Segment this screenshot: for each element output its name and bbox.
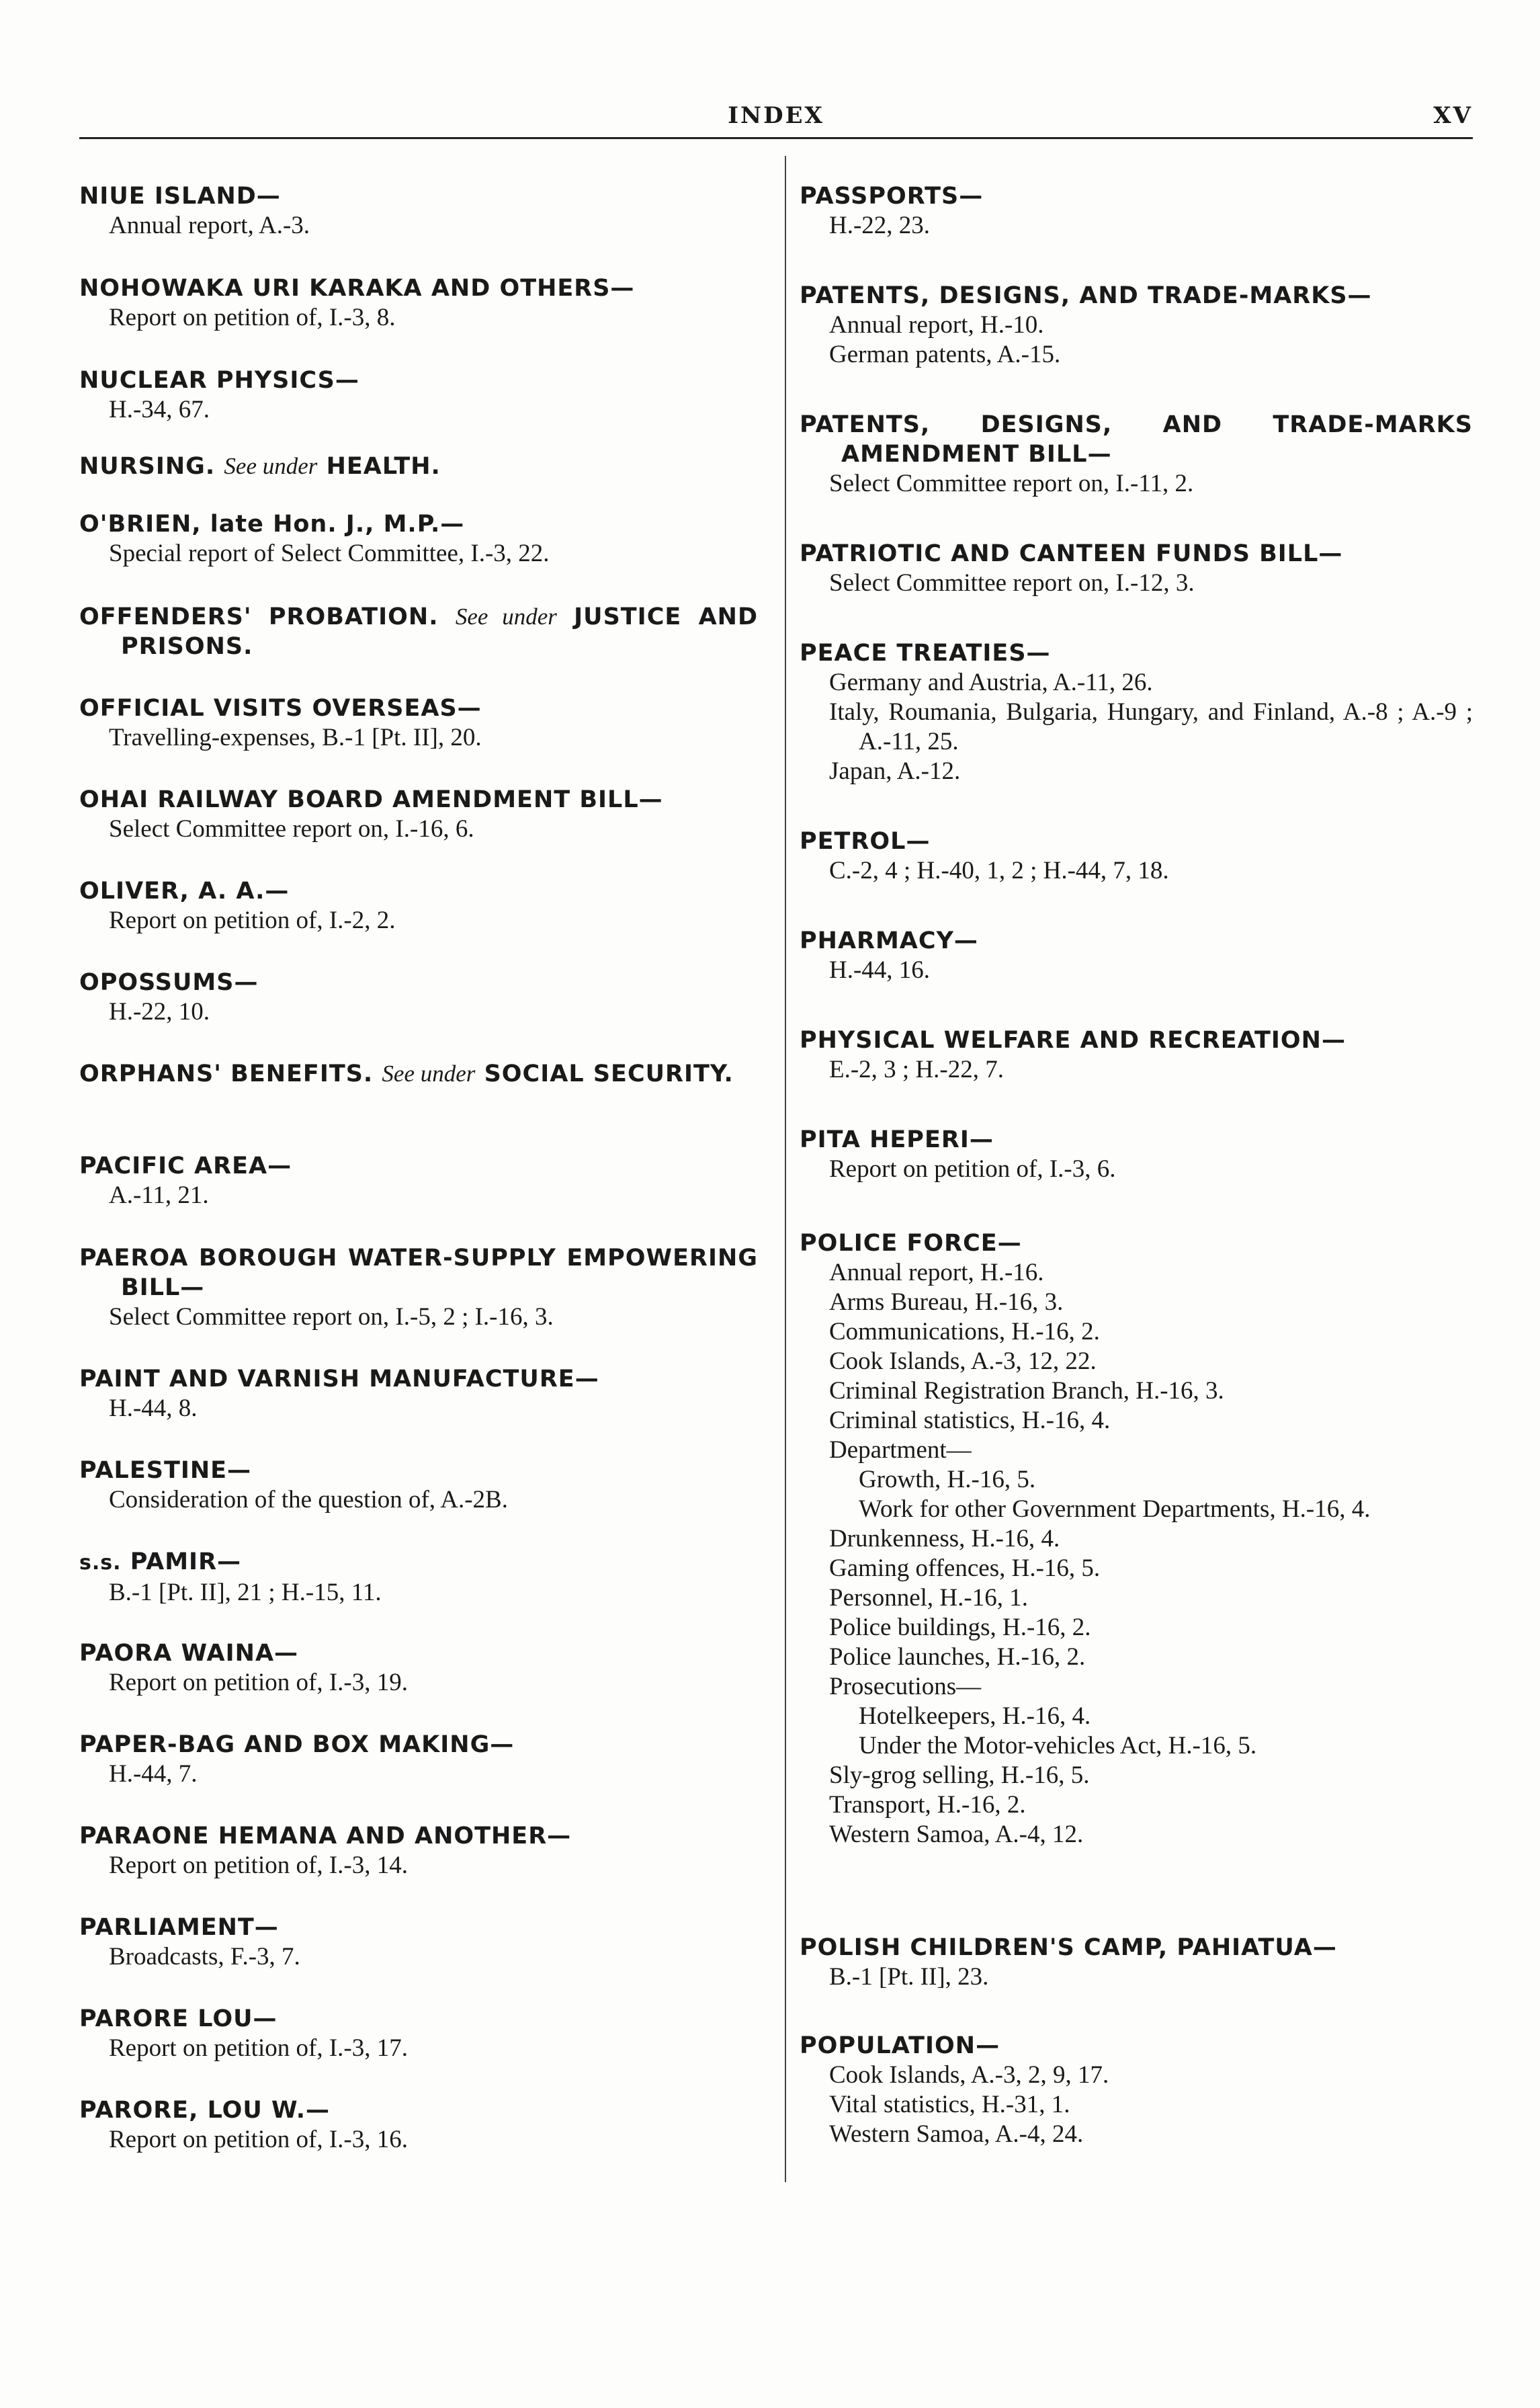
entry-reference: Cook Islands, A.-3, 2, 9, 17. bbox=[829, 2061, 1109, 2089]
index-entry bbox=[800, 539, 1473, 598]
index-entry bbox=[79, 1638, 758, 1698]
entry-reference: Annual report, H.-16. bbox=[829, 1259, 1044, 1286]
entry-reference: Report on petition of, I.-3, 19. bbox=[109, 1669, 408, 1696]
entry-reference: B.-1 [Pt. II], 23. bbox=[829, 1963, 989, 1991]
entry-reference: Annual report, A.-3. bbox=[109, 212, 310, 239]
entry-heading: PAORA WAINA— bbox=[79, 1640, 299, 1667]
index-entry bbox=[79, 2004, 758, 2063]
header-rule bbox=[79, 137, 1473, 139]
index-entry bbox=[800, 181, 1473, 241]
index-entry bbox=[79, 1547, 758, 1608]
entry-heading: PARORE LOU— bbox=[79, 2005, 277, 2032]
running-header bbox=[79, 102, 1473, 134]
entry-reference: Report on petition of, I.-3, 17. bbox=[109, 2034, 408, 2062]
entry-reference: Western Samoa, A.-4, 12. bbox=[829, 1821, 1084, 1848]
heading-text: PAMIR— bbox=[130, 1548, 242, 1575]
entry-heading: PHARMACY— bbox=[800, 927, 978, 954]
heading-text: NURSING. bbox=[79, 453, 216, 480]
entry-reference: B.-1 [Pt. II], 21 ; H.-15, 11. bbox=[109, 1579, 382, 1606]
entry-reference: Criminal Registration Branch, H.-16, 3. bbox=[829, 1377, 1224, 1405]
entry-heading: PASSPORTS— bbox=[800, 183, 984, 210]
entry-heading: PATRIOTIC AND CANTEEN FUNDS BILL— bbox=[800, 540, 1343, 567]
entry-reference: Western Samoa, A.-4, 24. bbox=[829, 2120, 1084, 2148]
index-entry bbox=[800, 827, 1473, 886]
entry-reference: H.-44, 7. bbox=[109, 1760, 198, 1788]
entry-heading: PHYSICAL WELFARE AND RECREATION— bbox=[800, 1027, 1346, 1054]
entry-reference: Cook Islands, A.-3, 12, 22. bbox=[829, 1347, 1097, 1375]
entry-reference: Germany and Austria, A.-11, 26. bbox=[829, 669, 1153, 696]
entry-reference: Report on petition of, I.-3, 16. bbox=[109, 2126, 408, 2153]
page-number: XV bbox=[1433, 102, 1473, 129]
entry-heading: POPULATION— bbox=[800, 2032, 1000, 2059]
index-entry bbox=[800, 2031, 1473, 2149]
entry-reference: Consideration of the question of, A.-2B. bbox=[109, 1486, 508, 1513]
see-under: See under bbox=[224, 453, 318, 479]
entry-reference: Police buildings, H.-16, 2. bbox=[829, 1614, 1091, 1641]
entry-reference: Report on petition of, I.-3, 8. bbox=[109, 304, 396, 331]
page-title: INDEX bbox=[728, 102, 824, 129]
index-entry bbox=[79, 1364, 758, 1423]
entry-reference: Under the Motor-vehicles Act, H.-16, 5. bbox=[859, 1732, 1257, 1759]
entry-reference: H.-22, 10. bbox=[109, 998, 210, 1026]
index-entry bbox=[800, 1026, 1473, 1085]
index-entry bbox=[800, 1229, 1473, 1850]
entry-heading bbox=[79, 602, 758, 661]
index-entry bbox=[79, 1913, 758, 1972]
entry-reference: Travelling-expenses, B.-1 [Pt. II], 20. bbox=[109, 724, 482, 751]
entry-reference: Japan, A.-12. bbox=[829, 757, 961, 785]
entry-reference: Communications, H.-16, 2. bbox=[829, 1318, 1100, 1345]
index-entry bbox=[800, 638, 1473, 786]
entry-heading: PATENTS, DESIGNS, AND TRADE-MARKS— bbox=[800, 282, 1372, 309]
entry-heading: PEACE TREATIES— bbox=[800, 640, 1051, 667]
entry-heading: OPOSSUMS— bbox=[79, 969, 259, 996]
entry-heading bbox=[79, 1059, 758, 1089]
entry-reference: E.-2, 3 ; H.-22, 7. bbox=[829, 1056, 1004, 1083]
index-entry bbox=[79, 2095, 758, 2155]
entry-reference: Arms Bureau, H.-16, 3. bbox=[829, 1288, 1064, 1316]
entry-reference: Special report of Select Committee, I.-3, 22. bbox=[109, 540, 550, 567]
entry-reference: Select Committee report on, I.-5, 2 ; I.-16, 3. bbox=[109, 1303, 554, 1331]
entry-reference: Annual report, H.-10. bbox=[829, 311, 1044, 339]
entry-reference: Report on petition of, I.-3, 14. bbox=[109, 1852, 408, 1879]
index-entry bbox=[79, 509, 758, 569]
entry-reference: Gaming offences, H.-16, 5. bbox=[829, 1554, 1101, 1582]
entry-heading: POLISH CHILDREN'S CAMP, PAHIATUA— bbox=[800, 1934, 1337, 1961]
entry-heading: PAEROA BOROUGH WATER-SUPPLY EMPOWERING BILL— bbox=[79, 1245, 758, 1301]
index-entry bbox=[79, 274, 758, 333]
entry-heading: NUCLEAR PHYSICS— bbox=[79, 367, 359, 394]
index-entry bbox=[79, 181, 758, 241]
index-entry bbox=[79, 452, 758, 481]
index-entry bbox=[800, 1933, 1473, 1992]
entry-heading: POLICE FORCE— bbox=[800, 1230, 1022, 1257]
entry-heading bbox=[79, 452, 758, 481]
entry-heading: PATENTS, DESIGNS, AND TRADE-MARKS AMENDMENT BILL— bbox=[800, 411, 1473, 468]
entry-heading: PACIFIC AREA— bbox=[79, 1153, 292, 1179]
see-under: See under bbox=[455, 604, 557, 630]
cross-reference: HEALTH. bbox=[326, 453, 441, 480]
entry-heading: PAPER-BAG AND BOX MAKING— bbox=[79, 1731, 515, 1758]
entry-heading: PARAONE HEMANA AND ANOTHER— bbox=[79, 1823, 572, 1850]
entry-heading: PARORE, LOU W.— bbox=[79, 2097, 331, 2124]
entry-heading: O'BRIEN, late Hon. J., M.P.— bbox=[79, 511, 465, 538]
heading-text: ORPHANS' BENEFITS. bbox=[79, 1061, 374, 1087]
cross-reference: SOCIAL SECURITY. bbox=[484, 1061, 734, 1087]
index-entry bbox=[79, 876, 758, 936]
index-entry bbox=[800, 926, 1473, 985]
entry-reference: Hotelkeepers, H.-16, 4. bbox=[859, 1702, 1091, 1730]
entry-reference: A.-11, 21. bbox=[109, 1181, 209, 1209]
entry-heading: OLIVER, A. A.— bbox=[79, 878, 290, 905]
index-entry bbox=[79, 694, 758, 753]
index-entry bbox=[79, 1821, 758, 1880]
index-entry bbox=[79, 1730, 758, 1789]
entry-reference: Growth, H.-16, 5. bbox=[859, 1466, 1036, 1493]
index-entry bbox=[800, 281, 1473, 370]
entry-heading: PALESTINE— bbox=[79, 1457, 252, 1484]
see-under: See under bbox=[382, 1061, 476, 1087]
entry-reference: Italy, Roumania, Bulgaria, Hungary, and Finland, A.-8 ; A.-9 ; A.-11, 25. bbox=[829, 698, 1473, 755]
entry-reference: Report on petition of, I.-3, 6. bbox=[829, 1155, 1116, 1183]
entry-heading: OFFICIAL VISITS OVERSEAS— bbox=[79, 695, 482, 722]
entry-heading: PAINT AND VARNISH MANUFACTURE— bbox=[79, 1366, 599, 1393]
entry-reference: Police launches, H.-16, 2. bbox=[829, 1643, 1086, 1671]
entry-reference: Report on petition of, I.-2, 2. bbox=[109, 907, 396, 934]
index-entry bbox=[79, 1456, 758, 1515]
entry-heading: NOHOWAKA URI KARAKA AND OTHERS— bbox=[79, 275, 635, 302]
entry-reference: German patents, A.-15. bbox=[829, 341, 1061, 368]
entry-heading bbox=[79, 1547, 758, 1578]
index-entry bbox=[79, 968, 758, 1027]
entry-reference: H.-34, 67. bbox=[109, 396, 210, 423]
entry-reference: Transport, H.-16, 2. bbox=[829, 1791, 1026, 1819]
entry-reference: H.-44, 8. bbox=[109, 1395, 198, 1422]
entry-reference: Select Committee report on, I.-11, 2. bbox=[829, 470, 1194, 497]
entry-reference: Criminal statistics, H.-16, 4. bbox=[829, 1407, 1111, 1434]
entry-reference: Vital statistics, H.-31, 1. bbox=[829, 2091, 1070, 2118]
index-entry bbox=[79, 602, 758, 661]
entry-reference: Prosecutions— bbox=[829, 1673, 982, 1700]
entry-reference: Personnel, H.-16, 1. bbox=[829, 1584, 1028, 1612]
entry-heading: PITA HEPERI— bbox=[800, 1126, 994, 1153]
entry-reference: H.-22, 23. bbox=[829, 212, 931, 239]
entry-reference: Select Committee report on, I.-12, 3. bbox=[829, 569, 1195, 597]
heading-text: OFFENDERS' PROBATION. bbox=[79, 604, 439, 630]
entry-reference: Broadcasts, F.-3, 7. bbox=[109, 1943, 300, 1970]
entry-reference: Drunkenness, H.-16, 4. bbox=[829, 1525, 1060, 1552]
index-entry bbox=[79, 1059, 758, 1089]
entry-reference: Sly-grog selling, H.-16, 5. bbox=[829, 1761, 1090, 1789]
entry-reference: C.-2, 4 ; H.-40, 1, 2 ; H.-44, 7, 18. bbox=[829, 857, 1169, 884]
index-entry bbox=[800, 410, 1473, 499]
entry-reference: Work for other Government Departments, H.-16, 4. bbox=[859, 1495, 1371, 1523]
index-entry bbox=[800, 1125, 1473, 1184]
heading-prefix: s.s. bbox=[79, 1551, 122, 1575]
index-entry bbox=[79, 366, 758, 425]
entry-reference: Select Committee report on, I.-16, 6. bbox=[109, 815, 474, 843]
entry-heading: PARLIAMENT— bbox=[79, 1914, 279, 1941]
cross-reference: JUSTICE AND PRISONS. bbox=[121, 604, 759, 660]
entry-reference: Department— bbox=[829, 1436, 972, 1464]
entry-heading: OHAI RAILWAY BOARD AMENDMENT BILL— bbox=[79, 786, 663, 813]
index-entry bbox=[79, 1243, 758, 1332]
entry-reference: H.-44, 16. bbox=[829, 956, 931, 984]
entry-heading: PETROL— bbox=[800, 828, 931, 855]
entry-heading: NIUE ISLAND— bbox=[79, 183, 281, 210]
column-rule bbox=[785, 156, 786, 2182]
index-entry bbox=[79, 785, 758, 844]
index-entry bbox=[79, 1151, 758, 1210]
